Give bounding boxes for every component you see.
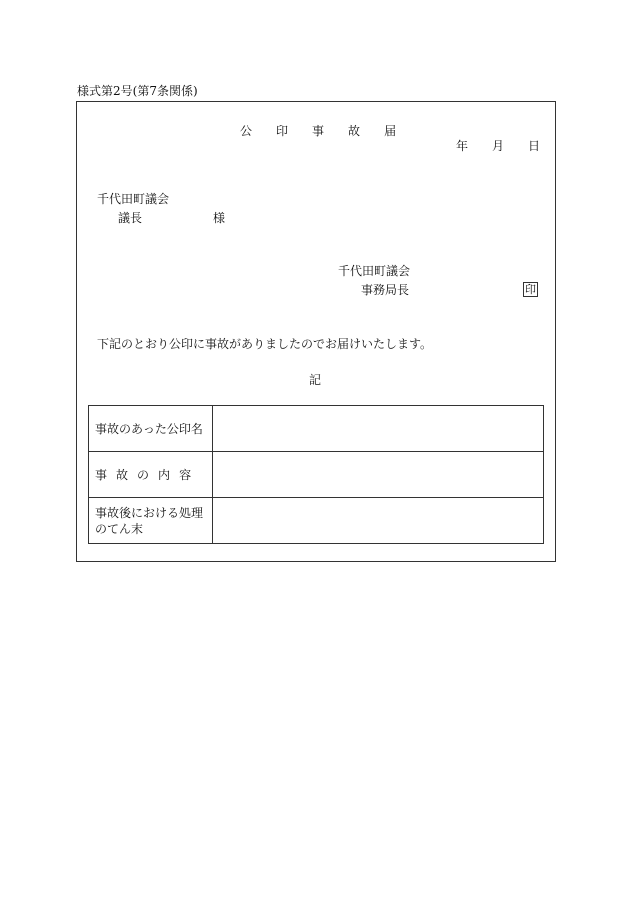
form-title bbox=[240, 125, 420, 137]
row-value-incident-details[interactable] bbox=[213, 452, 544, 498]
label-char: 容 bbox=[179, 467, 192, 482]
title-char: 事 bbox=[312, 124, 325, 138]
row-value-aftermath[interactable] bbox=[213, 498, 544, 544]
row-label-incident-details bbox=[89, 452, 213, 498]
ki-heading: 記 bbox=[309, 373, 322, 387]
title-char: 印 bbox=[276, 124, 289, 138]
label-char: 内 bbox=[158, 467, 171, 482]
date-line bbox=[456, 140, 540, 152]
table-row bbox=[89, 452, 544, 498]
title-char: 公 bbox=[240, 124, 253, 138]
row-label-aftermath: 事故後における処理のてん末 bbox=[89, 498, 213, 544]
label-char: 故 bbox=[116, 467, 129, 482]
sender-organization: 千代田町議会 bbox=[338, 264, 411, 278]
date-month: 月 bbox=[492, 139, 505, 153]
date-day: 日 bbox=[528, 139, 541, 153]
detail-table bbox=[88, 405, 544, 544]
title-char: 故 bbox=[348, 124, 361, 138]
label-char: 事 bbox=[95, 467, 108, 482]
table-row bbox=[89, 498, 544, 544]
table-row bbox=[89, 406, 544, 452]
title-char: 届 bbox=[384, 124, 397, 138]
addressee-honorific: 様 bbox=[213, 211, 226, 225]
seal-mark: 印 bbox=[525, 283, 536, 296]
addressee-title: 議長 bbox=[118, 211, 143, 225]
addressee-organization: 千代田町議会 bbox=[97, 192, 170, 206]
body-text: 下記のとおり公印に事故がありましたのでお届けいたします。 bbox=[97, 337, 433, 351]
sender-title: 事務局長 bbox=[361, 283, 410, 297]
form-number-label: 様式第2号(第7条関係) bbox=[77, 84, 198, 98]
row-label-seal-name: 事故のあった公印名 bbox=[89, 406, 213, 452]
row-value-seal-name[interactable] bbox=[213, 406, 544, 452]
label-char: の bbox=[137, 467, 150, 482]
date-year: 年 bbox=[456, 139, 469, 153]
